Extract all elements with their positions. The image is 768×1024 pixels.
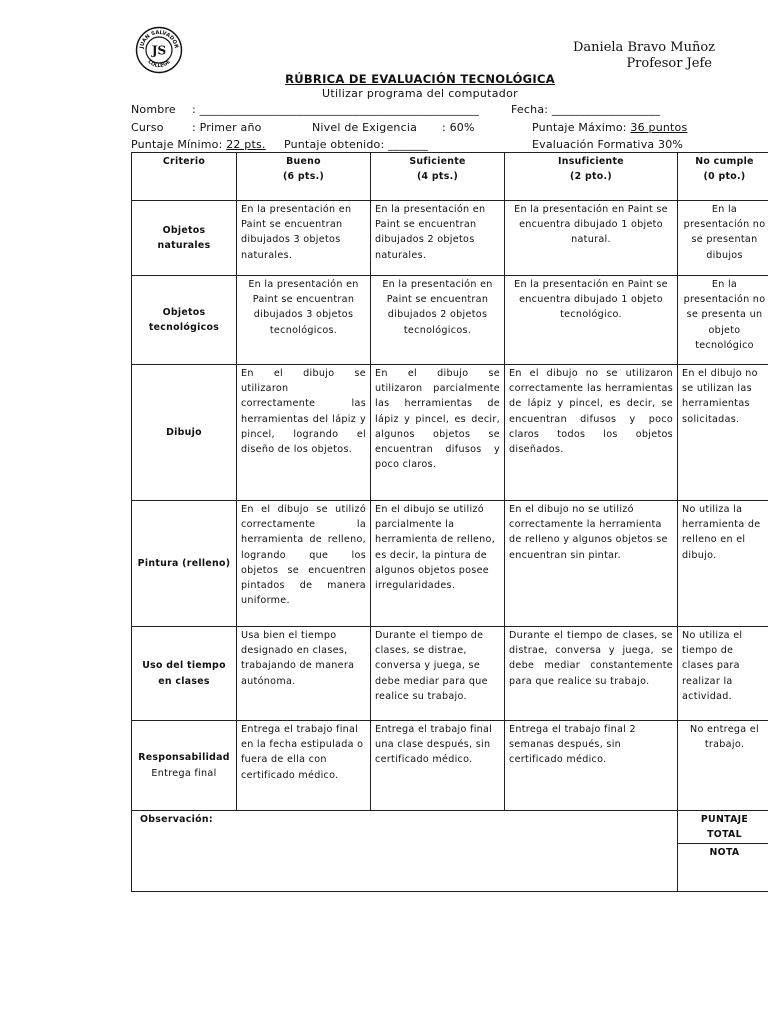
- criterio-label: Responsabilidad: [138, 752, 230, 764]
- criterio-cell: Pintura (relleno): [132, 501, 237, 627]
- title-text: RÚBRICA DE EVALUACIÓN TECNOLÓGICA: [285, 72, 555, 86]
- document-title: [0, 72, 768, 86]
- puntaje-maximo-value: 36 puntos: [630, 121, 688, 134]
- rubric-table: [131, 152, 768, 892]
- author-role: Profesor Jefe: [626, 56, 712, 71]
- criterio-cell: Objetos tecnológicos: [132, 276, 237, 365]
- no-cumple-cell: No utiliza el tiempo de clases para realizar la actividad.: [678, 627, 768, 721]
- criterio-cell: Objetos naturales: [132, 201, 237, 276]
- table-row: [132, 201, 768, 276]
- puntaje-maximo-label: Puntaje Máximo:: [532, 121, 627, 134]
- nombre-label: Nombre: [131, 103, 176, 116]
- bueno-cell: En el dibujo se utilizaron correctamente las herramientas del lápiz y pincel, logrando el diseño de los objetos.: [237, 365, 371, 501]
- nivel-value: : 60%: [442, 121, 475, 134]
- fecha-field[interactable]: Fecha: ___________________: [511, 103, 661, 116]
- insuficiente-cell: En la presentación en Paint se encuentra dibujado 1 objeto tecnológico.: [505, 276, 678, 365]
- suficiente-cell: Durante el tiempo de clases, se distrae, conversa y juega, se debe mediar para que realice su trabajo.: [371, 627, 505, 721]
- table-row: [132, 365, 768, 501]
- header-row: [132, 153, 768, 201]
- school-seal-icon: [135, 26, 183, 74]
- observacion-field[interactable]: [132, 811, 678, 892]
- insuficiente-cell: Durante el tiempo de clases, se distrae, conversa y juega, se debe mediar constantemente para que realice su trabajo.: [505, 627, 678, 721]
- bueno-cell: En la presentación en Paint se encuentran dibujados 3 objetos tecnológicos.: [237, 276, 371, 365]
- table-row: [132, 627, 768, 721]
- insuficiente-cell: En la presentación en Paint se encuentra dibujado 1 objeto natural.: [505, 201, 678, 276]
- observacion-label: Observación:: [140, 814, 213, 825]
- puntaje-obtenido-field[interactable]: Puntaje obtenido: _______: [284, 138, 428, 151]
- bueno-cell: Entrega el trabajo final en la fecha estipulada o fuera de ella con certificado médico.: [237, 721, 371, 811]
- suficiente-cell: En la presentación en Paint se encuentran dibujados 2 objetos naturales.: [371, 201, 505, 276]
- author-name: Daniela Bravo Muñoz: [573, 40, 715, 55]
- nivel-label: Nivel de Exigencia: [312, 121, 418, 134]
- no-cumple-cell: No entrega el trabajo.: [678, 721, 768, 811]
- nota-cell: NOTA: [678, 844, 768, 892]
- criterio-sublabel: Entrega final: [151, 767, 217, 779]
- svg-text:COLLEGE: COLLEGE: [146, 59, 172, 70]
- svg-text:JUAN SALVADOR: JUAN SALVADOR: [139, 29, 179, 49]
- suficiente-cell: En el dibujo se utilizaron parcialmente las herramientas de lápiz y pincel, es decir, algunos objetos se encuentran difusos y poco claros.: [371, 365, 505, 501]
- observation-row: [132, 811, 768, 844]
- criterio-cell: Dibujo: [132, 365, 237, 501]
- criterio-cell: [132, 721, 237, 811]
- puntaje-minimo: [131, 138, 266, 151]
- no-cumple-cell: En la presentación no se presentan dibujos: [678, 201, 768, 276]
- no-cumple-cell: En la presentación no se presenta un objeto tecnológico: [678, 276, 768, 365]
- header-suficiente: Suficiente (4 pts.): [371, 153, 505, 201]
- bueno-cell: En el dibujo se utilizó correctamente la herramienta de relleno, logrando que los objetos se encuentren pintados de manera uniforme.: [237, 501, 371, 627]
- svg-text:JS: JS: [151, 43, 167, 58]
- header-bueno: Bueno (6 pts.): [237, 153, 371, 201]
- insuficiente-cell: Entrega el trabajo final 2 semanas después, sin certificado médico.: [505, 721, 678, 811]
- puntaje-total-cell: PUNTAJE TOTAL: [678, 811, 768, 844]
- curso-label: Curso: [131, 121, 164, 134]
- puntaje-minimo-value: 22 pts.: [226, 138, 266, 151]
- evaluacion-formativa: Evaluación Formativa 30%: [532, 138, 684, 151]
- criterio-cell: Uso del tiempo en clases: [132, 627, 237, 721]
- document-subtitle: Utilizar programa del computador: [322, 87, 518, 100]
- bueno-cell: Usa bien el tiempo designado en clases, trabajando de manera autónoma.: [237, 627, 371, 721]
- puntaje-maximo: [532, 121, 687, 134]
- suficiente-cell: En la presentación en Paint se encuentran dibujados 2 objetos tecnológicos.: [371, 276, 505, 365]
- bueno-cell: En la presentación en Paint se encuentran dibujados 3 objetos naturales.: [237, 201, 371, 276]
- header-no-cumple: No cumple (0 pto.): [678, 153, 768, 201]
- table-row: [132, 721, 768, 811]
- table-row: [132, 501, 768, 627]
- header-criterio: Criterio: [132, 153, 237, 201]
- no-cumple-cell: No utiliza la herramienta de relleno en el dibujo.: [678, 501, 768, 627]
- curso-value: : Primer año: [192, 121, 262, 134]
- table-row: [132, 276, 768, 365]
- suficiente-cell: Entrega el trabajo final una clase después, sin certificado médico.: [371, 721, 505, 811]
- puntaje-minimo-label: Puntaje Mínimo:: [131, 138, 223, 151]
- nombre-field[interactable]: : _________________________________________________: [192, 103, 479, 116]
- no-cumple-cell: En el dibujo no se utilizan las herramientas solicitadas.: [678, 365, 768, 501]
- insuficiente-cell: En el dibujo no se utilizó correctamente la herramienta de relleno y algunos objetos se encuentran sin pintar.: [505, 501, 678, 627]
- suficiente-cell: En el dibujo se utilizó parcialmente la herramienta de relleno, es decir, la pintura de algunos objetos posee irregularidades.: [371, 501, 505, 627]
- insuficiente-cell: En el dibujo no se utilizaron correctamente las herramientas de lápiz y pincel, es decir, se encuentran difusos y poco claros todos los objetos diseñados.: [505, 365, 678, 501]
- header-insuficiente: Insuficiente (2 pto.): [505, 153, 678, 201]
